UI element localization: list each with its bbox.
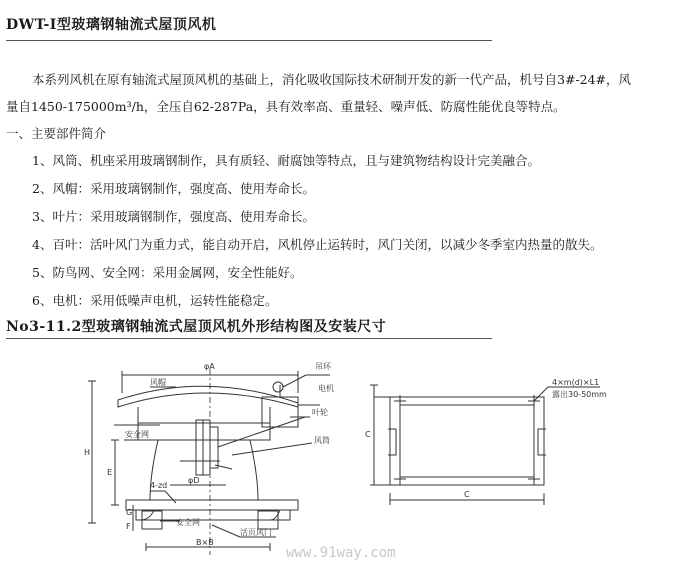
- list-item: 5、防鸟网、安全网：采用金属网，安全性能好。: [32, 265, 303, 280]
- watermark: www.91way.com: [286, 545, 396, 561]
- label-4zd: 4-zd: [150, 481, 168, 490]
- page-title: DWT-Ⅰ型玻璃钢轴流式屋顶风机: [6, 17, 217, 33]
- list-item: 6、电机：采用低噪声电机，运转性能稳定。: [32, 293, 278, 308]
- label-F: F: [126, 522, 131, 531]
- list-item: 4、百叶：活叶风门为重力式，能自动开启，风机停止运转时，风门关闭，以减少冬季室内热量的散失。: [32, 237, 603, 252]
- title-divider: [6, 40, 492, 41]
- list-item: 1、风筒、机座采用玻璃钢制作，具有质轻、耐腐蚀等特点，且与建筑物结构设计完美融合。: [32, 153, 540, 168]
- label-E: E: [107, 468, 113, 477]
- label-phiD: φD: [188, 476, 200, 485]
- label-safety-net: 安全网: [125, 430, 149, 439]
- list-item: 3、叶片：采用玻璃钢制作，强度高、使用寿命长。: [32, 209, 315, 224]
- label-hood: 风帽: [150, 378, 166, 387]
- label-impeller: 叶轮: [312, 408, 328, 417]
- label-phiA: φA: [204, 362, 215, 371]
- drawing-labels: [84, 361, 607, 561]
- label-hook: 吊环: [315, 362, 331, 371]
- label-G: G: [126, 508, 133, 517]
- label-BxB: B×B: [196, 538, 214, 547]
- intro-line-2: 量自1450-175000m³/h，全压自62-287Pa，具有效率高、重量轻、噪声低、防腐性能优良等特点。: [6, 99, 566, 114]
- label-bolt: 4×m(d)×L1: [552, 378, 600, 387]
- section-heading: 一、主要部件简介: [6, 126, 107, 141]
- drawing-title: No3-11.2型玻璃钢轴流式屋顶风机外形结构图及安装尺寸: [6, 319, 387, 335]
- label-safety-net-bottom: 安全网: [176, 518, 200, 527]
- label-C-side: C: [365, 430, 371, 439]
- intro-paragraph: [6, 66, 686, 120]
- technical-drawings: [0, 345, 690, 566]
- label-C-bottom: C: [464, 490, 470, 499]
- label-motor: 电机: [318, 384, 334, 393]
- label-exposed: 露出30-50mm: [552, 390, 607, 399]
- label-louver: 活页风门: [240, 528, 272, 537]
- label-duct: 风筒: [314, 436, 330, 445]
- label-H: H: [84, 448, 91, 457]
- drawing-title-divider: [6, 338, 492, 339]
- list-item: 2、风帽：采用玻璃钢制作，强度高、使用寿命长。: [32, 181, 315, 196]
- intro-line-1: 本系列风机在原有轴流式屋顶风机的基础上，消化吸收国际技术研制开发的新一代产品，机号自3#-24#，风: [32, 72, 632, 87]
